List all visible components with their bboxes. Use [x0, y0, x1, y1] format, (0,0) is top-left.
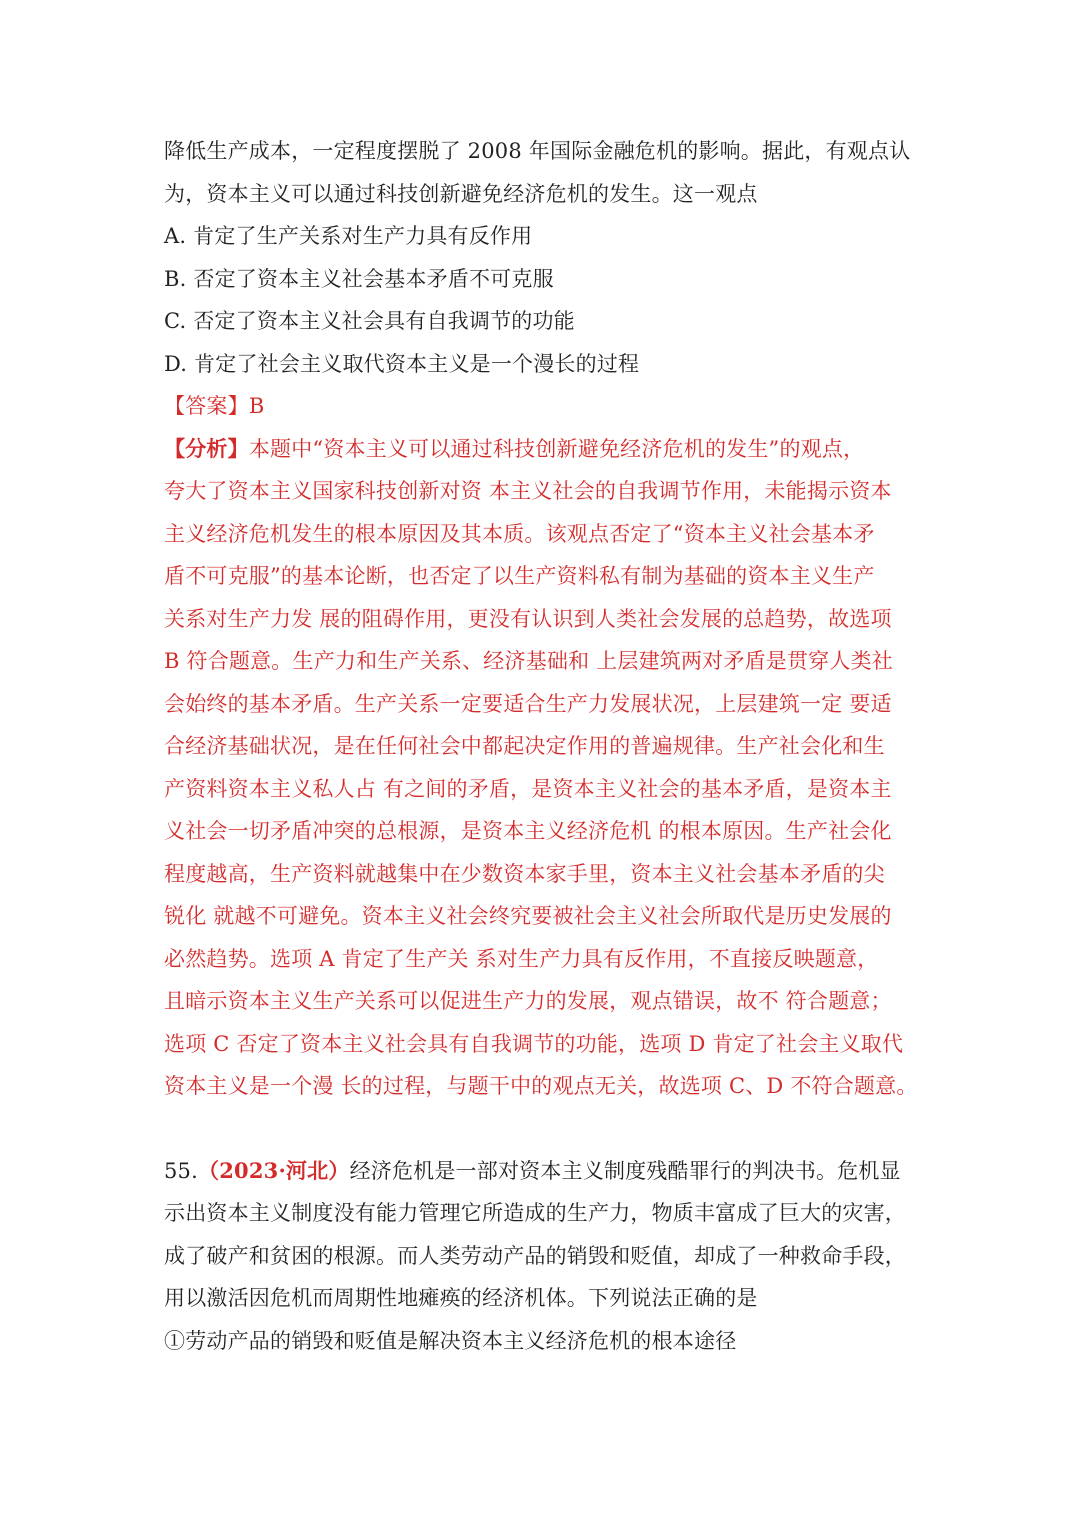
q54-option-b: B. 否定了资本主义社会基本矛盾不可克服 — [164, 266, 554, 291]
q55-first-line — [164, 1150, 924, 1193]
analysis-line-16: 资本主义是一个漫 长的过程，与题干中的观点无关，故选项 C、D 不符合题意。 — [164, 1074, 918, 1098]
q54-analysis — [164, 428, 924, 1108]
analysis-line-14: 且暗示资本主义生产关系可以促进生产力的发展，观点错误，故不 符合题意； — [164, 989, 892, 1013]
analysis-line-6: B 符合题意。生产力和生产关系、经济基础和 上层建筑两对矛盾是贯穿人类社 — [164, 649, 893, 673]
q54-option-a: A. 肯定了生产关系对生产力具有反作用 — [164, 224, 533, 248]
analysis-line-3: 主义经济危机发生的根本原因及其本质。该观点否定了“资本主义社会基本矛 — [164, 521, 875, 546]
q55-statement-1: ①劳动产品的销毁和贬值是解决资本主义经济危机的根本途径 — [164, 1328, 737, 1353]
q54-stem-line-1: 降低生产成本，一定程度摆脱了 2008 年国际金融危机的影响。据此，有观点认 — [164, 139, 911, 163]
q54-option-c: C. 否定了资本主义社会具有自我调节的功能 — [164, 309, 575, 333]
analysis-line-15: 选项 C 否定了资本主义社会具有自我调节的功能，选项 D 肯定了社会主义取代 — [164, 1031, 904, 1056]
question-54 — [164, 130, 924, 1108]
q55-source: （2023·河北） — [198, 1157, 350, 1183]
question-separator — [164, 1108, 924, 1150]
q55-stem-line-2: 示出资本主义制度没有能力管理它所造成的生产力，物质丰富成了巨大的灾害， — [164, 1201, 906, 1225]
analysis-line-13: 必然趋势。选项 A 肯定了生产关 系对生产力具有反作用，不直接反映题意， — [164, 946, 879, 971]
analysis-line-4: 盾不可克服”的基本论断，也否定了以生产资料私有制为基础的资本主义生产 — [164, 564, 875, 588]
analysis-line-12: 锐化 就越不可避免。资本主义社会终究要被社会主义社会所取代是历史发展的 — [164, 904, 892, 928]
analysis-line-8: 合经济基础状况，是在任何社会中都起决定作用的普遍规律。生产社会化和生 — [164, 734, 885, 758]
q54-stem-line-2: 为，资本主义可以通过科技创新避免经济危机的发生。这一观点 — [164, 181, 758, 206]
analysis-line-1: 本题中“资本主义可以通过科技创新避免经济危机的发生”的观点， — [248, 436, 865, 461]
answer-label: 【答案】 — [164, 394, 249, 418]
analysis-label: 【分析】 — [164, 435, 249, 461]
document-content — [164, 130, 924, 1362]
q55-first-line-text: 经济危机是一部对资本主义制度残酷罪行的判决书。危机显 — [349, 1158, 901, 1183]
analysis-line-7: 会始终的基本矛盾。生产关系一定要适合生产力发展状况，上层建筑一定 要适 — [164, 691, 892, 716]
analysis-line — [164, 428, 924, 471]
q55-number: 55. — [164, 1158, 198, 1183]
q55-stem-line-3: 成了破产和贫困的根源。而人类劳动产品的销毁和贬值，却成了一种救命手段， — [164, 1243, 906, 1268]
analysis-line-10: 义社会一切矛盾冲突的总根源，是资本主义经济危机 的根本原因。生产社会化 — [164, 819, 892, 843]
q55-stem-line-4: 用以激活因危机而周期性地瘫痪的经济机体。下列说法正确的是 — [164, 1286, 758, 1310]
analysis-line-2: 夸大了资本主义国家科技创新对资 本主义社会的自我调节作用，未能揭示资本 — [164, 479, 892, 503]
analysis-line-9: 产资料资本主义私人占 有之间的矛盾，是资本主义社会的基本矛盾，是资本主 — [164, 776, 892, 801]
q54-option-d: D. 肯定了社会主义取代资本主义是一个漫长的过程 — [164, 351, 640, 376]
analysis-line-5: 关系对生产力发 展的阻碍作用，更没有认识到人类社会发展的总趋势，故选项 — [164, 606, 892, 631]
question-55 — [164, 1150, 924, 1363]
q54-answer — [164, 385, 924, 428]
answer-value: B — [248, 394, 265, 418]
analysis-line-11: 程度越高，生产资料就越集中在少数资本家手里，资本主义社会基本矛盾的尖 — [164, 861, 885, 886]
